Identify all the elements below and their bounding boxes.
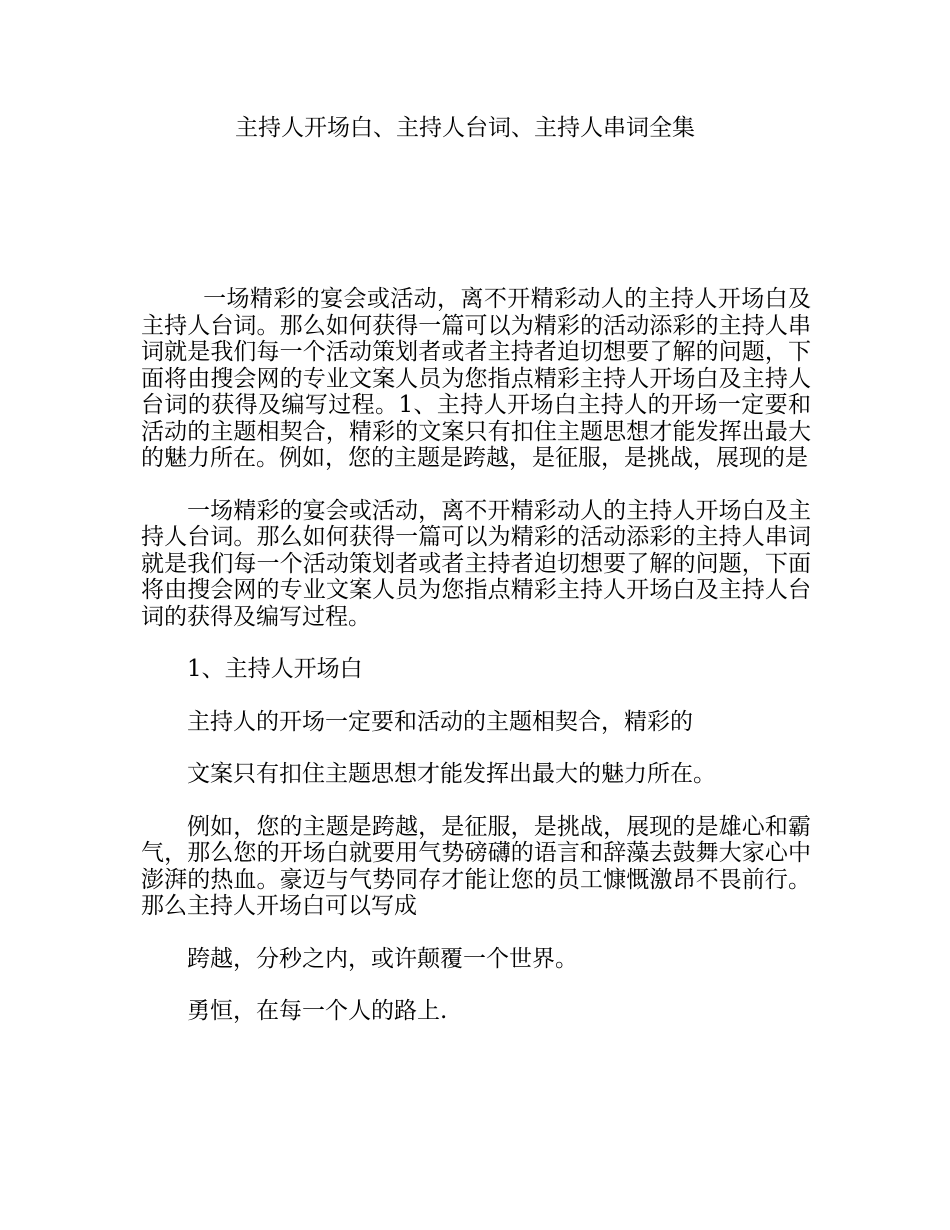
body-paragraph: 例如，您的主题是跨越，是征服，是挑战，展现的是雄心和霸气，那么您的开场白就要用气势磅礴的语言和辞藻去鼓舞大家心中澎湃的热血。豪迈与气势同存才能让您的员工慷慨激昂不畏前行。那么主持人开场白可以写成 (141, 813, 811, 919)
abstract-paragraph: 一场精彩的宴会或活动，离不开精彩动人的主持人开场白及主持人台词。那么如何获得一篇可以为精彩的活动添彩的主持人串词就是我们每一个活动策划者或者主持者迫切想要了解的问题，下面将由搜会网的专业文案人员为您指点精彩主持人开场白及主持人台词的获得及编写过程。1、主持人开场白主持人的开场一定要和活动的主题相契合，精彩的文案只有扣住主题思想才能发挥出最大的魅力所在。例如，您的主题是跨越，是征服，是挑战，展现的是 (141, 286, 811, 471)
document-body (141, 286, 811, 1025)
body-paragraph: 文案只有扣住主题思想才能发挥出最大的魅力所在。 (187, 761, 716, 787)
body-paragraph: 勇恒，在每一个人的路上. (187, 998, 448, 1024)
section-heading-opening: 1、主持人开场白 (187, 656, 363, 682)
document-title: 主持人开场白、主持人台词、主持人串词全集 (235, 115, 695, 141)
body-paragraph: 主持人的开场一定要和活动的主题相契合，精彩的 (187, 708, 693, 735)
intro-paragraph: 一场精彩的宴会或活动，离不开精彩动人的主持人开场白及主持人台词。那么如何获得一篇可以为精彩的活动添彩的主持人串词就是我们每一个活动策划者或者主持者迫切想要了解的问题，下面将由搜会网的专业文案人员为您指点精彩主持人开场白及主持人台词的获得及编写过程。 (141, 497, 811, 630)
body-paragraph: 跨越，分秒之内，或许颠覆一个世界。 (187, 945, 578, 972)
